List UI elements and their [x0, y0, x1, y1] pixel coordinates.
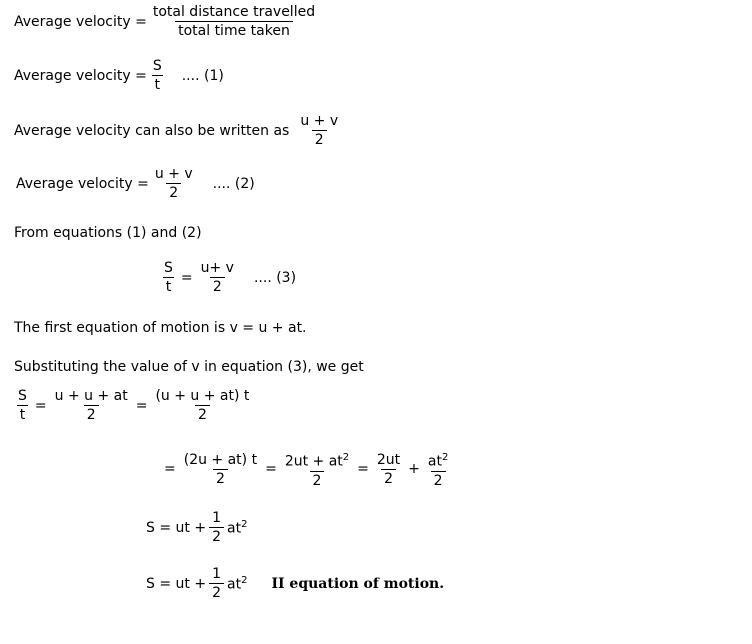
denominator: t [152, 75, 164, 93]
eq-label: Average velocity = [14, 67, 147, 84]
numerator-base: 2ut + at [284, 453, 343, 470]
exponent: 2 [342, 452, 350, 463]
numerator: u + v [300, 113, 339, 129]
denominator: 2 [209, 527, 224, 545]
equation-tag: .... (1) [181, 67, 224, 84]
eq-average-velocity-u-plus-v [16, 166, 255, 201]
denominator: 2 [431, 471, 446, 489]
fraction [198, 260, 237, 295]
fraction [282, 450, 352, 489]
denominator: 2 [213, 469, 228, 487]
denominator: 2 [209, 583, 224, 601]
eq-lhs: S = ut + [146, 575, 207, 592]
numerator: 2ut [376, 451, 401, 468]
eq-rhs [227, 519, 247, 537]
fraction [181, 452, 260, 487]
equation-substitution [12, 388, 255, 423]
fraction [52, 388, 131, 423]
fraction [209, 510, 224, 545]
equals-sign: = [180, 269, 193, 286]
equation-final [146, 510, 247, 545]
equals-sign: = [135, 397, 148, 414]
numerator [425, 450, 451, 471]
numerator: (u + u + at) t [155, 388, 250, 404]
rhs-base: at [226, 576, 242, 593]
fraction [150, 58, 165, 93]
eq-lhs: S = ut + [146, 519, 207, 536]
eq-average-velocity-alternative [14, 113, 344, 148]
equation-expansion [162, 450, 454, 489]
statement-text: Average velocity can also be written as [14, 122, 290, 139]
fraction [161, 260, 176, 295]
exponent: 2 [241, 574, 248, 586]
rhs-base: at [226, 520, 242, 537]
eq-rhs [227, 575, 247, 593]
denominator: 2 [210, 277, 225, 295]
numerator: u+ v [200, 260, 234, 276]
equation-tag: .... (3) [253, 269, 297, 286]
fraction [152, 388, 252, 423]
equation-tag: .... (2) [212, 175, 255, 192]
numerator: 1 [212, 510, 221, 526]
eq-average-velocity-s-over-t [14, 58, 224, 93]
statement-from-equations: From equations (1) and (2) [14, 225, 202, 241]
denominator: 2 [381, 469, 396, 487]
equals-sign: = [265, 461, 277, 478]
fraction [209, 566, 224, 601]
eq-label: Average velocity = [14, 13, 147, 30]
numerator: 1 [212, 566, 221, 582]
eq-average-velocity-definition [14, 4, 321, 39]
equation-second-law [146, 566, 444, 601]
denominator: t [163, 277, 175, 295]
numerator-base: at [427, 453, 442, 470]
fraction [15, 388, 30, 423]
numerator: (2u + at) t [183, 451, 258, 468]
numerator [282, 450, 352, 471]
equation-name-label: II equation of motion. [271, 575, 445, 592]
numerator: S [152, 58, 162, 74]
fraction [150, 4, 318, 39]
numerator: S [164, 260, 173, 276]
equals-sign: = [34, 397, 47, 414]
denominator: total time taken [175, 21, 293, 39]
equation-3 [158, 260, 296, 295]
numerator: u + v [154, 166, 193, 182]
numerator: S [18, 388, 27, 404]
exponent: 2 [241, 518, 248, 530]
statement-substituting: Substituting the value of v in equation (3), we get [14, 359, 364, 375]
eq-label: Average velocity = [16, 175, 149, 192]
equals-sign: = [164, 461, 176, 478]
fraction [297, 113, 341, 148]
exponent: 2 [441, 452, 449, 463]
numerator: total distance travelled [152, 4, 316, 20]
numerator: u + u + at [54, 388, 128, 404]
denominator: t [17, 405, 29, 423]
denominator: 2 [310, 471, 325, 489]
equals-sign: = [357, 461, 369, 478]
denominator: 2 [84, 405, 99, 423]
plus-sign: + [408, 461, 420, 478]
denominator: 2 [195, 405, 210, 423]
statement-first-equation: The first equation of motion is v = u + at. [14, 320, 307, 336]
fraction [152, 166, 196, 201]
fraction [374, 452, 403, 487]
denominator: 2 [166, 183, 181, 201]
fraction [425, 450, 451, 489]
denominator: 2 [312, 130, 327, 148]
